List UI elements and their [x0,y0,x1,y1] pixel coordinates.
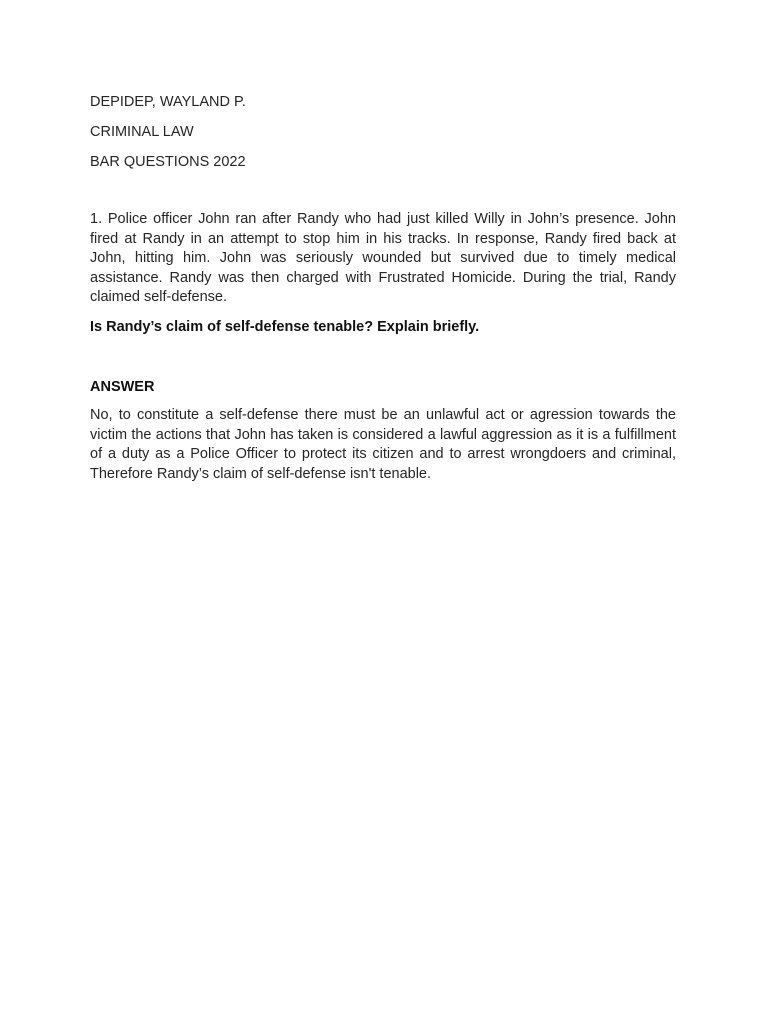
question-text: 1. Police officer John ran after Randy who had just killed Willy in John’s presence. John fired at Randy in an attempt to stop him in his tracks. In response, Randy fired back at John, hitting him. John was seriously wounded but survived due to timely medical assistance. Randy was then charged with Frustrated Homicide. During the trial, Randy claimed self-defense. [90,211,676,305]
student-name: DEPIDEP, WAYLAND P. [90,94,246,110]
subject-title: CRIMINAL LAW [90,124,194,140]
answer-heading: ANSWER [90,379,155,395]
answer-text: No, to constitute a self-defense there must be an unlawful act or agression towards the victim the actions that John has taken is considered a lawful aggression as it is a fulfillment of a duty as a Police Officer to protect its citizen and to arrest wrongdoers and criminal, Therefore Randy’s claim of self-defense isn't tenable. [90,407,676,482]
document-title: BAR QUESTIONS 2022 [90,154,246,170]
question-prompt: Is Randy’s claim of self-defense tenable? Explain briefly. [90,319,480,335]
